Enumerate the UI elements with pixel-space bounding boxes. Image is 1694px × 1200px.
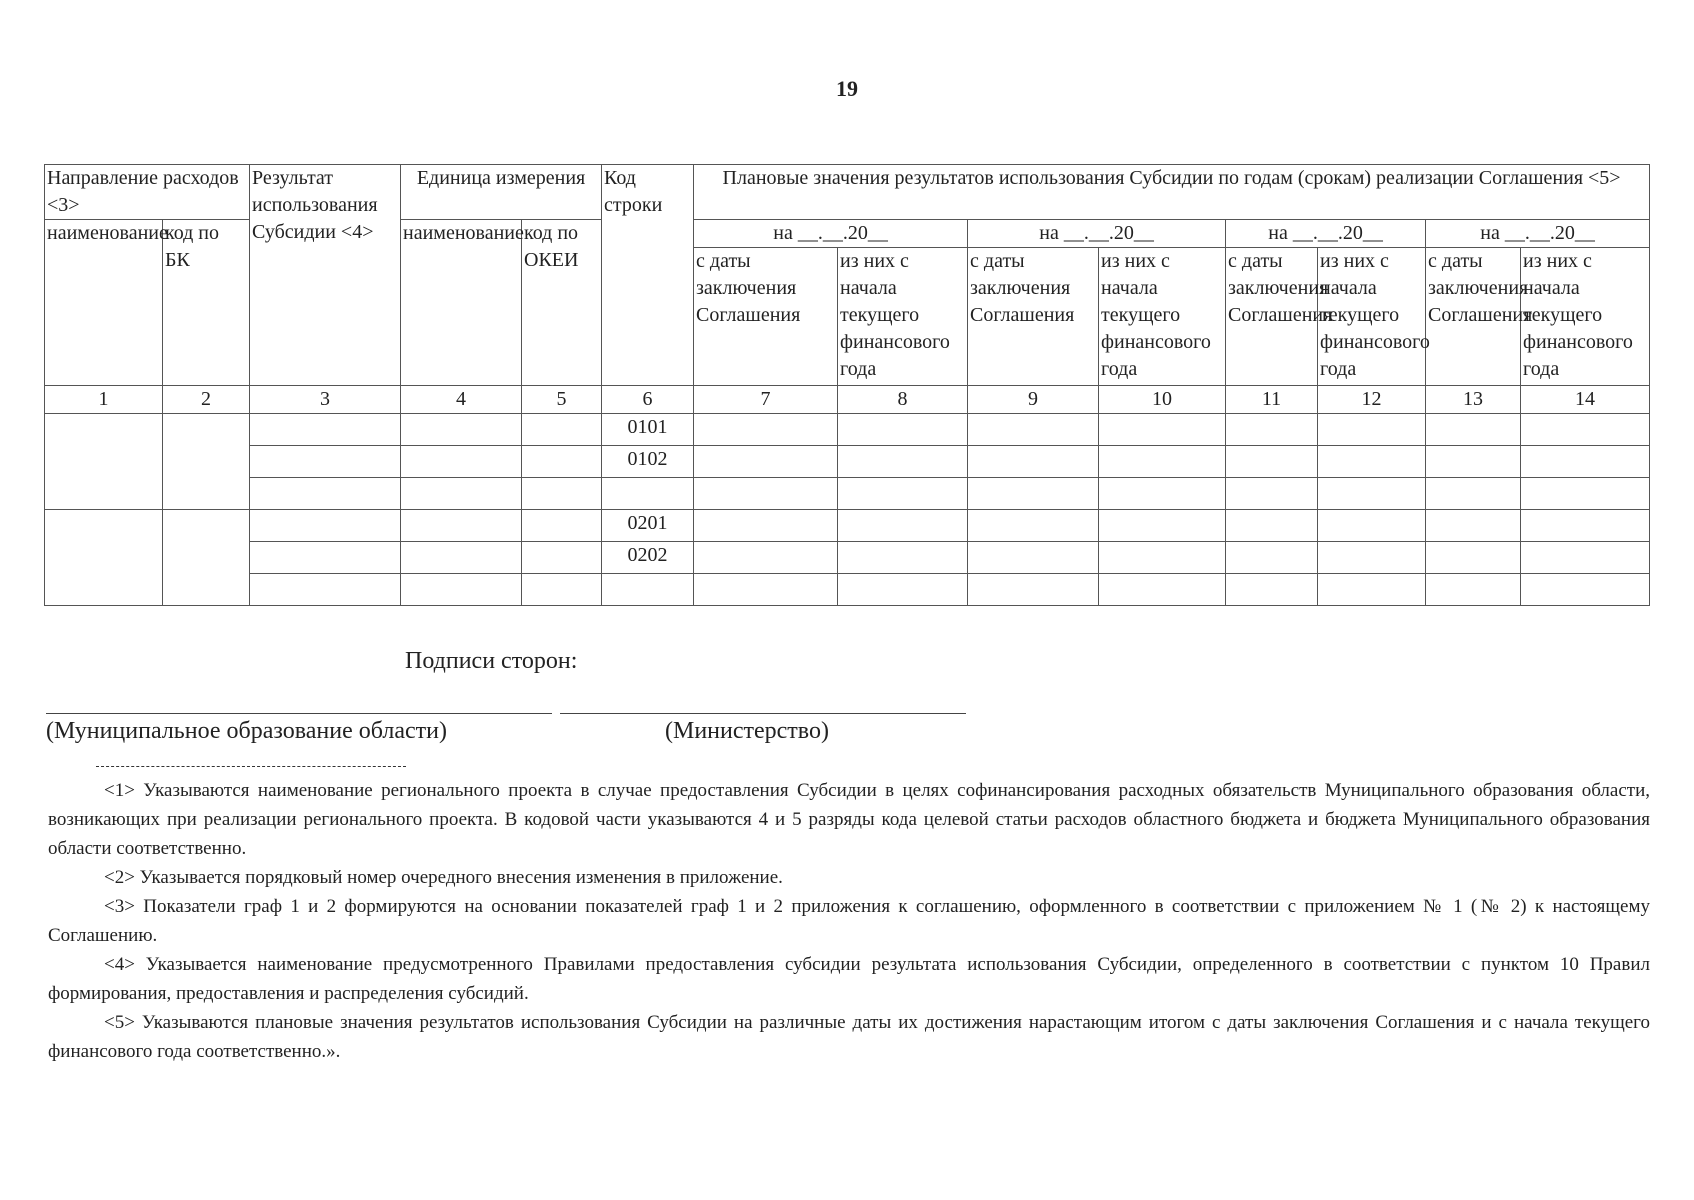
data-cell <box>401 574 522 606</box>
data-cell <box>968 510 1099 542</box>
row-code <box>602 574 694 606</box>
column-number: 13 <box>1426 386 1521 414</box>
signature-ministry: (Министерство) <box>665 718 829 744</box>
footnote: <3> Показатели граф 1 и 2 формируются на основании показателей граф 1 и 2 приложения к соглашению, оформленного в соответствии с приложением № 1 (№ 2) к настоящему Соглашению. <box>48 896 1650 946</box>
column-number: 9 <box>968 386 1099 414</box>
data-cell <box>1521 478 1650 510</box>
data-cell <box>694 446 838 478</box>
column-number: 6 <box>602 386 694 414</box>
header-subsidy-result: Результат использования Субсидии <4> <box>250 165 401 386</box>
period-3-from-year-start: из них с начала текущего финансового года <box>1318 248 1426 386</box>
column-number: 14 <box>1521 386 1650 414</box>
data-cell <box>250 574 401 606</box>
data-cell <box>1521 510 1650 542</box>
column-number: 5 <box>522 386 602 414</box>
period-1-from-year-start: из них с начала текущего финансового года <box>838 248 968 386</box>
header-expense-direction: Направление расходов <3> <box>45 165 250 220</box>
data-cell <box>838 542 968 574</box>
column-number: 10 <box>1099 386 1226 414</box>
data-cell <box>1318 446 1426 478</box>
data-cell <box>522 542 602 574</box>
data-cell <box>1426 478 1521 510</box>
data-cell <box>1521 414 1650 446</box>
data-cell <box>838 510 968 542</box>
footnote: <4> Указывается наименование предусмотренного Правилами предоставления субсидии результата использования Субсидии, определенного в соответствии с пунктом 10 Правил формирования, предоставления и распределения субсидий. <box>48 954 1650 1004</box>
data-cell <box>694 478 838 510</box>
data-cell <box>522 478 602 510</box>
data-cell <box>163 510 250 606</box>
data-cell <box>1318 510 1426 542</box>
data-cell <box>1318 478 1426 510</box>
data-cell <box>1318 574 1426 606</box>
data-cell <box>838 414 968 446</box>
data-cell <box>522 446 602 478</box>
header-planned-values: Плановые значения результатов использования Субсидии по годам (срокам) реализации Соглашения <5> <box>694 165 1650 220</box>
data-cell <box>1226 510 1318 542</box>
data-cell <box>1318 414 1426 446</box>
data-cell <box>1226 478 1318 510</box>
period-4-from-agreement: с даты заключения Соглашения <box>1426 248 1521 386</box>
data-cell <box>1099 414 1226 446</box>
data-cell <box>522 510 602 542</box>
footnote: <2> Указывается порядковый номер очередного внесения изменения в приложение. <box>104 867 783 888</box>
data-cell <box>1226 446 1318 478</box>
row-code <box>602 478 694 510</box>
row-code: 0202 <box>602 542 694 574</box>
footnote-separator <box>96 766 406 767</box>
header-row-code: Код строки <box>602 165 694 386</box>
row-code: 0101 <box>602 414 694 446</box>
data-cell <box>1521 542 1650 574</box>
period-2-from-agreement: с даты заключения Соглашения <box>968 248 1099 386</box>
column-number: 1 <box>45 386 163 414</box>
data-cell <box>1099 510 1226 542</box>
row-code: 0201 <box>602 510 694 542</box>
period-2-from-year-start: из них с начала текущего финансового года <box>1099 248 1226 386</box>
page-number: 19 <box>836 76 858 101</box>
data-cell <box>250 542 401 574</box>
data-cell <box>1226 574 1318 606</box>
column-number: 8 <box>838 386 968 414</box>
data-cell <box>163 414 250 510</box>
signature-line-ministry <box>560 713 966 714</box>
data-cell <box>1318 542 1426 574</box>
data-cell <box>1521 446 1650 478</box>
data-cell <box>838 446 968 478</box>
header-unit-name: наименование <box>401 220 522 386</box>
footnotes <box>48 776 1650 1066</box>
data-cell <box>838 574 968 606</box>
header-name: наименование <box>45 220 163 386</box>
data-cell <box>1426 574 1521 606</box>
column-number: 4 <box>401 386 522 414</box>
data-cell <box>45 510 163 606</box>
data-cell <box>968 542 1099 574</box>
data-cell <box>694 510 838 542</box>
header-okei-code: код по ОКЕИ <box>522 220 602 386</box>
table-row <box>45 574 1650 606</box>
footnote: <1> Указываются наименование регионального проекта в случае предоставления Субсидии в целях софинансирования расходных обязательств Муниципального образования области, возникающих при реализации регионального проекта. В кодовой части указываются 4 и 5 разряды кода целевой статьи расходов областного бюджета и бюджета Муниципального образования области соответственно. <box>48 780 1650 859</box>
subsidy-results-table <box>44 164 1650 606</box>
data-cell <box>838 478 968 510</box>
data-cell <box>694 542 838 574</box>
signature-municipality: (Муниципальное образование области) <box>46 718 447 744</box>
data-cell <box>694 574 838 606</box>
period-4-date: на __.__.20__ <box>1426 220 1650 248</box>
table-row <box>45 446 1650 478</box>
data-cell <box>1521 574 1650 606</box>
signature-line-municipality <box>46 713 552 714</box>
data-cell <box>250 510 401 542</box>
data-cell <box>694 414 838 446</box>
data-cell <box>250 414 401 446</box>
period-3-from-agreement: с даты заключения Соглашения <box>1226 248 1318 386</box>
data-cell <box>45 414 163 510</box>
column-numbers-row <box>45 386 1650 414</box>
table-row <box>45 414 1650 446</box>
data-cell <box>1426 542 1521 574</box>
column-number: 11 <box>1226 386 1318 414</box>
data-cell <box>401 478 522 510</box>
data-cell <box>250 446 401 478</box>
period-1-from-agreement: с даты заключения Соглашения <box>694 248 838 386</box>
data-cell <box>968 574 1099 606</box>
table-row <box>45 510 1650 542</box>
data-cell <box>1226 542 1318 574</box>
table-row <box>45 542 1650 574</box>
data-cell <box>1099 542 1226 574</box>
data-cell <box>401 414 522 446</box>
column-number: 12 <box>1318 386 1426 414</box>
footnote: <5> Указываются плановые значения результатов использования Субсидии на различные даты их достижения нарастающим итогом с даты заключения Соглашения и с начала текущего финансового года соответственно.». <box>48 1012 1650 1062</box>
period-4-from-year-start: из них с начала текущего финансового года <box>1521 248 1650 386</box>
header-bk-code: код по БК <box>163 220 250 386</box>
data-cell <box>968 478 1099 510</box>
data-cell <box>968 446 1099 478</box>
period-2-date: на __.__.20__ <box>968 220 1226 248</box>
data-cell <box>1099 478 1226 510</box>
data-cell <box>522 574 602 606</box>
period-1-date: на __.__.20__ <box>694 220 968 248</box>
data-cell <box>1426 446 1521 478</box>
data-cell <box>1099 446 1226 478</box>
data-cell <box>968 414 1099 446</box>
column-number: 2 <box>163 386 250 414</box>
data-cell <box>1426 414 1521 446</box>
column-number: 7 <box>694 386 838 414</box>
signatures-title: Подписи сторон: <box>405 648 578 674</box>
data-cell <box>1226 414 1318 446</box>
table-row <box>45 478 1650 510</box>
data-cell <box>250 478 401 510</box>
column-number: 3 <box>250 386 401 414</box>
data-cell <box>401 510 522 542</box>
period-3-date: на __.__.20__ <box>1226 220 1426 248</box>
data-cell <box>522 414 602 446</box>
row-code: 0102 <box>602 446 694 478</box>
data-cell <box>1426 510 1521 542</box>
data-cell <box>401 446 522 478</box>
data-cell <box>1099 574 1226 606</box>
header-unit: Единица измерения <box>401 165 602 220</box>
data-cell <box>401 542 522 574</box>
